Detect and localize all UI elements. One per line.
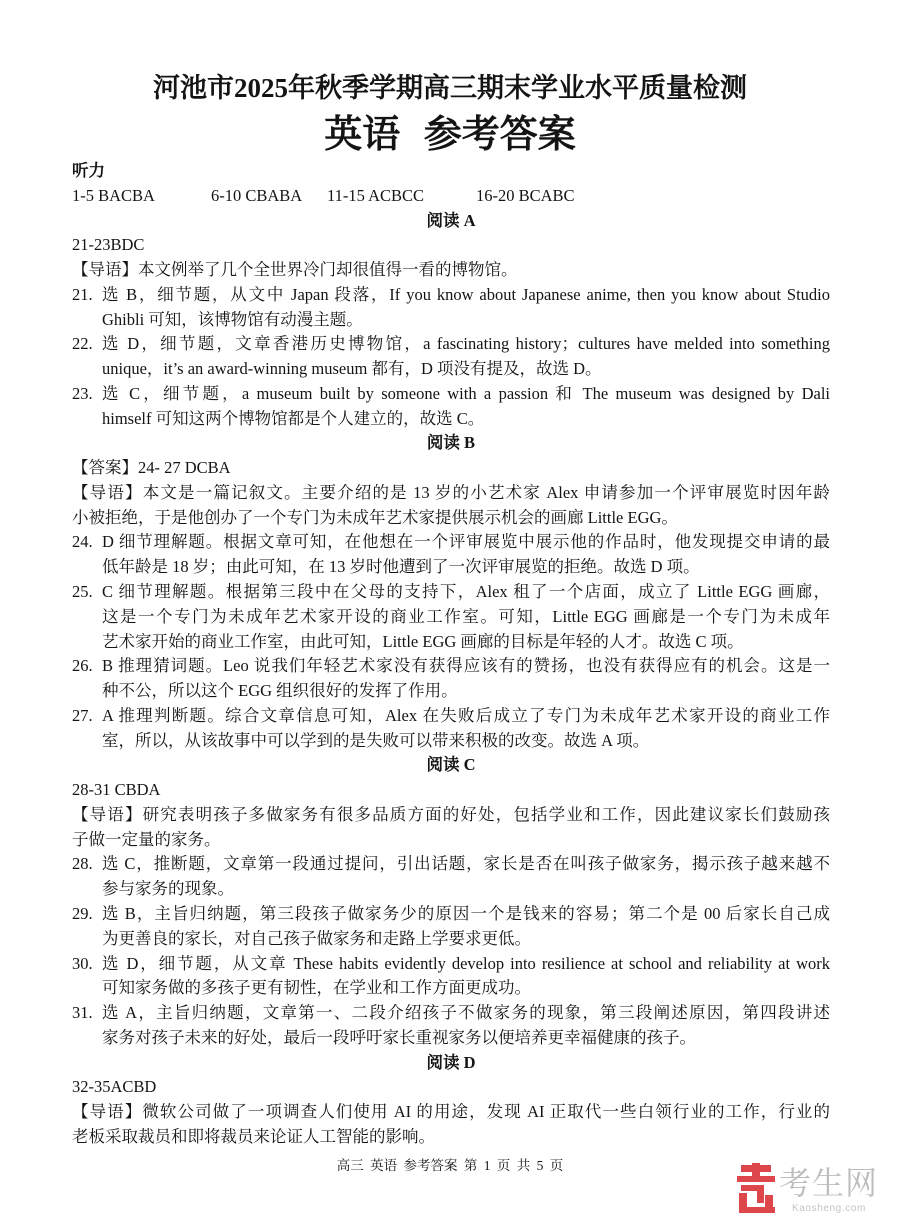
item-line: unique，it’s an award-winning museum 都有，D 项没有提及，故选 D。 bbox=[102, 359, 602, 379]
item-line: 艺术家开始的商业工作室，由此可知，Little EGG 画廊的目标是年轻的人才。故选 C 项。 bbox=[102, 631, 744, 651]
section-heading-listening: 听力 bbox=[72, 161, 105, 180]
item-line: B 推理猜词题。Leo 说我们年轻艺术家没有获得应该有的赞扬，也没有获得应有的机会。这是一 bbox=[102, 656, 830, 676]
item-line: 选 B，细节题，从文中 Japan 段落，If you know about Japanese anime, then you know about Studio bbox=[102, 284, 830, 304]
listening-answer: 6-10 CBABA bbox=[211, 185, 303, 205]
intro-line: 老板采取裁员和即将裁员来论证人工智能的影响。 bbox=[72, 1126, 435, 1146]
answer-item-23 bbox=[72, 382, 830, 432]
item-number: 30. bbox=[72, 953, 93, 973]
item-line: 选 D，细节题，文章香港历史博物馆，a fascinating history；cultures have melded into something bbox=[102, 334, 830, 354]
answer-item-27 bbox=[72, 704, 830, 754]
item-line: 选 A，主旨归纳题，文章第一、二段介绍孩子不做家务的现象，第三段阐述原因，第四段讲述 bbox=[102, 1003, 830, 1023]
item-line: 这是一个专门为未成年艺术家开设的商业工作室。可知，Little EGG 画廊是一个专门为未成年 bbox=[102, 606, 830, 626]
item-line: 选 C，细节题，a museum built by someone with a passion 和 The museum was designed by Dali bbox=[102, 383, 830, 403]
item-number: 25. bbox=[72, 582, 93, 602]
section-heading-reading-c: 阅读 C bbox=[426, 755, 476, 775]
item-number: 28. bbox=[72, 854, 93, 874]
page-footer: 高三 英语 参考答案 第 1 页 共 5 页 bbox=[336, 1158, 564, 1173]
answer-key-line: 21-23BDC bbox=[72, 235, 145, 255]
item-number: 27. bbox=[72, 705, 93, 725]
item-number: 24. bbox=[72, 532, 93, 552]
page-subtitle: 英语 参考答案 bbox=[324, 114, 576, 156]
answer-item-28 bbox=[72, 852, 830, 902]
listening-answers-row bbox=[72, 184, 830, 209]
page-title: 河池市2025年秋季学期高三期末学业水平质量检测 bbox=[153, 73, 747, 103]
item-number: 26. bbox=[72, 656, 93, 676]
section-heading-reading-d: 阅读 D bbox=[426, 1052, 476, 1072]
answer-item-29 bbox=[72, 902, 830, 952]
item-line: 选 C，推断题，文章第一段通过提问，引出话题，家长是否在叫孩子做家务，揭示孩子越来越不 bbox=[102, 854, 830, 874]
intro-line: 子做一定量的家务。 bbox=[72, 829, 221, 849]
watermark-site: Kaosheng.com bbox=[792, 1203, 866, 1214]
answer-key-line: 【答案】24- 27 DCBA bbox=[72, 458, 231, 478]
listening-answer: 11-15 ACBCC bbox=[327, 185, 425, 205]
watermark-brand: 考生网 bbox=[779, 1164, 879, 1202]
listening-answer: 16-20 BCABC bbox=[476, 185, 575, 205]
answer-item-26 bbox=[72, 654, 830, 704]
item-number: 23. bbox=[72, 383, 93, 403]
intro-line: 【导语】研究表明孩子多做家务有很多品质方面的好处，包括学业和工作，因此建议家长们鼓励孩 bbox=[72, 804, 830, 824]
answer-key-line: 28-31 CBDA bbox=[72, 780, 161, 800]
item-line: 低年龄是 18 岁；由此可知，在 13 岁时他遭到了一次评审展览的拒绝。故选 D 项。 bbox=[102, 557, 700, 577]
item-line: 参与家务的现象。 bbox=[102, 879, 234, 899]
item-line: C 细节理解题。根据第三段中在父母的支持下，Alex 租了一个店面，成立了 Little EGG 画廊， bbox=[102, 582, 830, 602]
item-line: 选 D，细节题，从文章 These habits evidently develop into resilience at school and reliability at work bbox=[102, 953, 830, 973]
listening-answer: 1-5 BACBA bbox=[72, 185, 155, 205]
section-heading-reading-b: 阅读 B bbox=[426, 433, 476, 453]
item-number: 31. bbox=[72, 1003, 93, 1023]
answer-item-21 bbox=[72, 283, 830, 333]
answer-item-25 bbox=[72, 580, 830, 654]
kaosheng-logo-icon bbox=[735, 1163, 777, 1215]
item-line: 选 B，主旨归纳题，第三段孩子做家务少的原因一个是钱来的容易；第二个是 00 后家长自己成 bbox=[102, 903, 830, 923]
item-line: 室，所以，从该故事中可以学到的是失败可以带来积极的改变。故选 A 项。 bbox=[102, 730, 650, 750]
item-number: 22. bbox=[72, 334, 93, 354]
section-heading-reading-a: 阅读 A bbox=[426, 210, 476, 230]
answer-key-line: 32-35ACBD bbox=[72, 1077, 157, 1097]
item-line: 为更善良的家长，对自己孩子做家务和走路上学要求更低。 bbox=[102, 928, 531, 948]
item-line: himself 可知这两个博物馆都是个人建立的，故选 C。 bbox=[102, 408, 485, 428]
answer-item-22 bbox=[72, 332, 830, 382]
answer-item-24 bbox=[72, 530, 830, 580]
intro-line: 【导语】微软公司做了一项调查人们使用 AI 的用途，发现 AI 正取代一些白领行业的工作，行业的 bbox=[72, 1102, 830, 1122]
item-line: 可知家务做的多孩子更有韧性，在学业和工作方面更成功。 bbox=[102, 978, 531, 998]
intro-line: 【导语】本文是一篇记叙文。主要介绍的是 13 岁的小艺术家 Alex 申请参加一个评审展览时因年龄 bbox=[72, 482, 830, 502]
answer-item-31 bbox=[72, 1001, 830, 1051]
item-line: A 推理判断题。综合文章信息可知，Alex 在失败后成立了专门为未成年艺术家开设的商业工作 bbox=[102, 705, 830, 725]
item-line: Ghibli 可知，该博物馆有动漫主题。 bbox=[102, 309, 363, 329]
item-number: 21. bbox=[72, 284, 93, 304]
intro-line: 【导语】本文例举了几个全世界冷门却很值得一看的博物馆。 bbox=[72, 260, 518, 280]
item-line: 家务对孩子未来的好处，最后一段呼吁家长重视家务以便培养更幸福健康的孩子。 bbox=[102, 1027, 696, 1047]
answer-item-30 bbox=[72, 952, 830, 1002]
item-line: 种不公，所以这个 EGG 组织很好的发挥了作用。 bbox=[102, 681, 458, 701]
answer-key-body bbox=[72, 159, 830, 1150]
item-number: 29. bbox=[72, 903, 93, 923]
item-line: D 细节理解题。根据文章可知，在他想在一个评审展览中展示他的作品时，他发现提交申请的最 bbox=[102, 532, 830, 552]
intro-line: 小被拒绝，于是他创办了一个专门为未成年艺术家提供展示机会的画廊 Little EGG。 bbox=[72, 507, 678, 527]
